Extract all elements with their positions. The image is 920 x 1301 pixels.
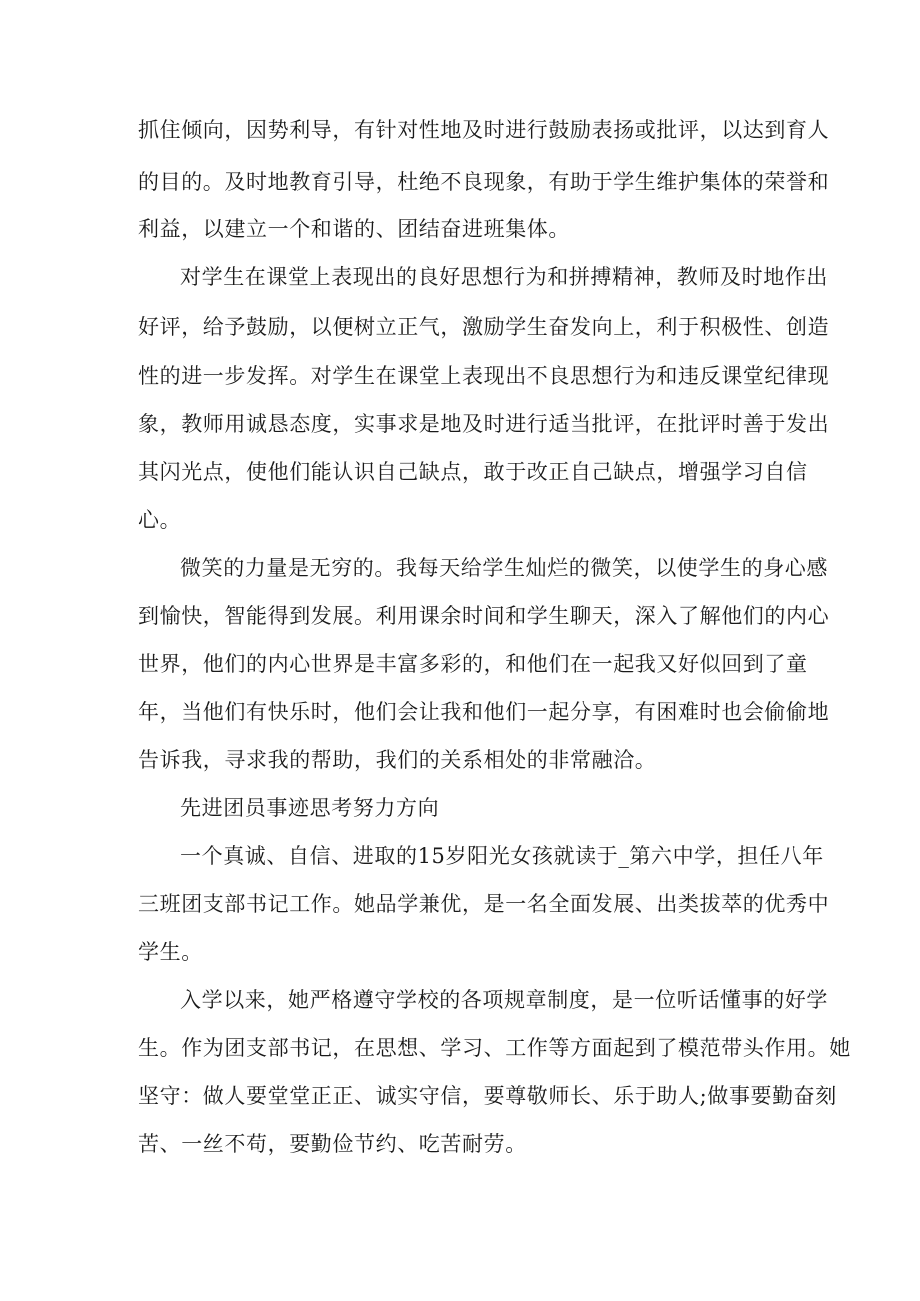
paragraph-5-line-3: 坚守：做人要堂堂正正、诚实守信，要尊敬师长、乐于助人;做事要勤奋刻 [138,1084,837,1108]
paragraph-3-line-4: 年，当他们有快乐时，他们会让我和他们一起分享，有困难时也会偷偷地 [138,700,830,724]
paragraph-1-line-1: 抓住倾向，因势利导，有针对性地及时进行鼓励表扬或批评，以达到育人 [138,118,830,142]
paragraph-2-line-6: 心。 [138,508,182,532]
paragraph-2-line-2: 好评，给予鼓励，以便树立正气，激励学生奋发向上，利于积极性、创造 [138,315,830,339]
paragraph-3-line-5: 告诉我，寻求我的帮助，我们的关系相处的非常融洽。 [138,748,657,772]
paragraph-4-line-2: 三班团支部书记工作。她品学兼优，是一名全面发展、出类拔萃的优秀中 [138,892,830,916]
paragraph-5-line-1: 入学以来，她严格遵守学校的各项规章制度，是一位听话懂事的好学 [180,988,828,1012]
paragraph-3-line-1: 微笑的力量是无穷的。我每天给学生灿烂的微笑，以使学生的身心感 [180,556,828,580]
paragraph-4-line-1: 一个真诚、自信、进取的15岁阳光女孩就读于_第六中学，担任八年 [180,844,824,868]
paragraph-2-line-1: 对学生在课堂上表现出的良好思想行为和拼搏精神，教师及时地作出 [180,265,828,289]
paragraph-5-line-4: 苦、一丝不苟，要勤俭节约、吃苦耐劳。 [138,1132,527,1156]
section-heading: 先进团员事迹思考努力方向 [180,796,440,820]
paragraph-2-line-5: 其闪光点，使他们能认识自己缺点，敢于改正自己缺点，增强学习自信 [138,460,808,484]
paragraph-2-line-4: 象，教师用诚恳态度，实事求是地及时进行适当批评，在批评时善于发出 [138,412,830,436]
paragraph-2-line-3: 性的进一步发挥。对学生在课堂上表现出不良思想行为和违反课堂纪律现 [138,364,830,388]
paragraph-5-line-2: 生。作为团支部书记，在思想、学习、工作等方面起到了模范带头作用。她 [138,1036,851,1060]
paragraph-4-line-3: 学生。 [138,940,203,964]
paragraph-3-line-3: 世界，他们的内心世界是丰富多彩的，和他们在一起我又好似回到了童 [138,652,808,676]
paragraph-1-line-2: 的目的。及时地教育引导，杜绝不良现象，有助于学生维护集体的荣誉和 [138,170,830,194]
paragraph-3-line-2: 到愉快，智能得到发展。利用课余时间和学生聊天，深入了解他们的内心 [138,604,830,628]
paragraph-1-line-3: 利益，以建立一个和谐的、团结奋进班集体。 [138,217,570,241]
